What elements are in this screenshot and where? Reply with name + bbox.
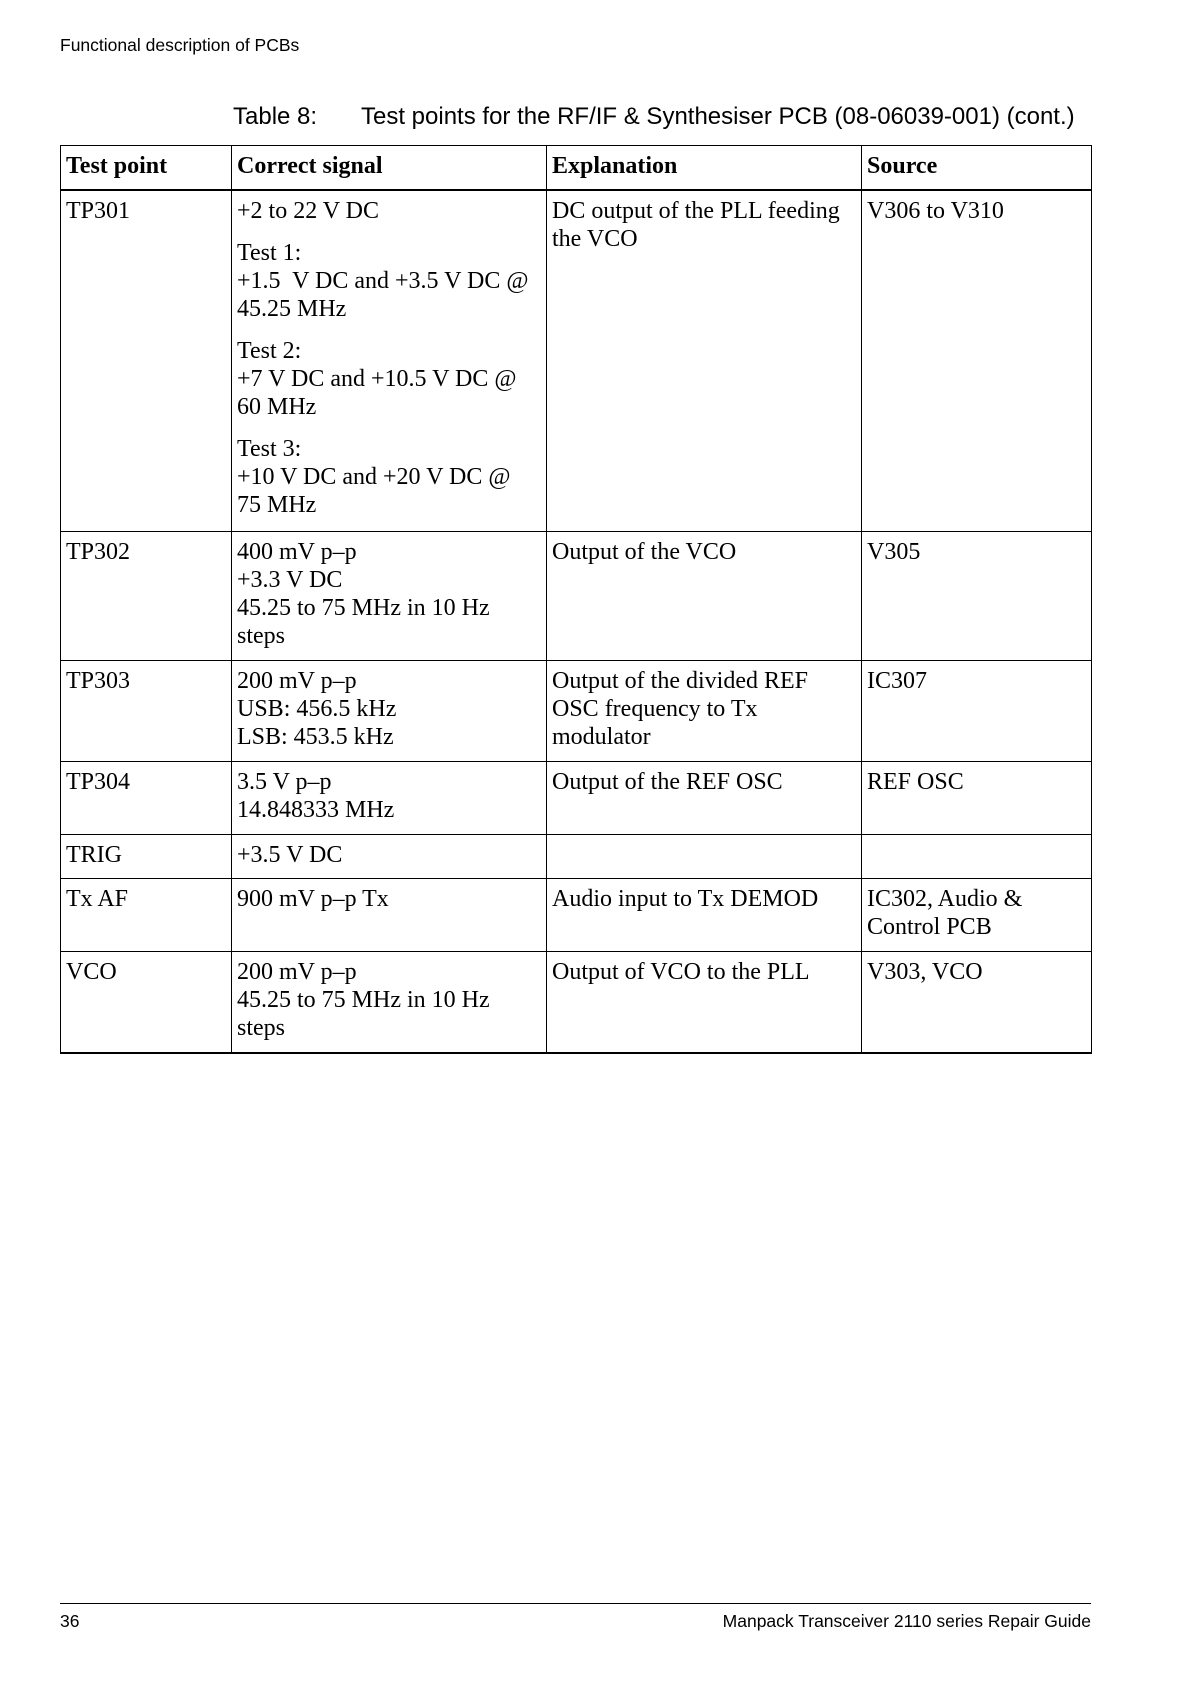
test-point-cell xyxy=(61,879,232,952)
cell-text-line: 75 MHz xyxy=(237,491,317,518)
source-cell xyxy=(862,879,1092,952)
cell-paragraph xyxy=(867,768,1086,796)
cell-text-line: modulator xyxy=(552,724,651,750)
page-number: 36 xyxy=(60,1611,80,1631)
cell-paragraph xyxy=(237,841,541,869)
cell-paragraph xyxy=(66,841,226,869)
cell-paragraph xyxy=(66,667,226,695)
table-body xyxy=(61,190,1092,1053)
cell-paragraph xyxy=(66,958,226,986)
cell-paragraph xyxy=(237,197,541,225)
explanation-cell xyxy=(547,762,862,835)
test-point-cell xyxy=(61,190,232,532)
table-caption-label: Table 8: xyxy=(233,103,318,130)
cell-paragraph xyxy=(66,768,226,796)
cell-paragraph xyxy=(552,885,856,913)
cell-text-line: Tx AF xyxy=(66,886,129,912)
cell-paragraph xyxy=(552,958,856,986)
table-row xyxy=(61,190,1092,532)
cell-text-line: +3.5 V DC xyxy=(237,842,343,868)
column-header-test-point: Test point xyxy=(61,146,232,190)
cell-text-line: 45.25 MHz xyxy=(237,295,347,322)
table-row xyxy=(61,532,1092,661)
correct-signal-cell xyxy=(232,190,547,532)
cell-paragraph xyxy=(237,768,541,824)
cell-text-line: OSC frequency to Tx xyxy=(552,696,758,722)
cell-text-line: REF OSC xyxy=(867,769,964,795)
cell-text-line: Test 2: xyxy=(237,337,302,364)
table-header xyxy=(61,146,1092,190)
table-row xyxy=(61,952,1092,1053)
test-point-cell xyxy=(61,661,232,762)
source-cell xyxy=(862,190,1092,532)
cell-text-line: TP303 xyxy=(66,668,131,694)
cell-text-line: Output of VCO to the PLL xyxy=(552,959,810,985)
cell-text-line: USB: 456.5 kHz xyxy=(237,696,397,722)
test-point-cell xyxy=(61,762,232,835)
cell-text-line: +3.3 V DC xyxy=(237,567,343,593)
cell-paragraph xyxy=(552,538,856,566)
table-row xyxy=(61,762,1092,835)
cell-paragraph xyxy=(867,197,1086,225)
cell-text-line: steps xyxy=(237,1015,285,1041)
cell-text-line: 45.25 to 75 MHz in 10 Hz xyxy=(237,987,490,1013)
cell-text-line: TP302 xyxy=(66,539,131,565)
cell-paragraph xyxy=(867,667,1086,695)
explanation-cell xyxy=(547,190,862,532)
source-cell xyxy=(862,835,1092,879)
column-header-explanation: Explanation xyxy=(547,146,862,190)
explanation-cell xyxy=(547,532,862,661)
table-row xyxy=(61,879,1092,952)
correct-signal-cell xyxy=(232,879,547,952)
source-cell xyxy=(862,762,1092,835)
cell-text-line: Output of the REF OSC xyxy=(552,769,783,795)
correct-signal-cell xyxy=(232,661,547,762)
cell-paragraph xyxy=(552,197,856,253)
source-cell xyxy=(862,532,1092,661)
correct-signal-cell xyxy=(232,952,547,1053)
running-head: Functional description of PCBs xyxy=(60,35,300,55)
explanation-cell xyxy=(547,661,862,762)
cell-paragraph xyxy=(237,958,541,1042)
table-caption-title: Test points for the RF/IF & Synthesiser PCB (08-06039-001) (cont.) xyxy=(361,103,1075,130)
cell-text-line: 14.848333 MHz xyxy=(237,797,395,823)
cell-text-line: 3.5 V p–p xyxy=(237,769,332,795)
cell-paragraph xyxy=(237,435,541,519)
cell-text-line: V303, VCO xyxy=(867,959,983,985)
cell-paragraph xyxy=(867,885,1086,941)
cell-text-line: the VCO xyxy=(552,225,638,252)
cell-text-line: TP304 xyxy=(66,769,131,795)
column-header-correct-signal: Correct signal xyxy=(232,146,547,190)
cell-text-line: LSB: 453.5 kHz xyxy=(237,724,394,750)
cell-paragraph xyxy=(867,958,1086,986)
cell-paragraph xyxy=(237,667,541,751)
explanation-cell xyxy=(547,835,862,879)
footer-document-title: Manpack Transceiver 2110 series Repair Guide xyxy=(722,1611,1091,1631)
table-row xyxy=(61,661,1092,762)
correct-signal-cell xyxy=(232,532,547,661)
cell-paragraph xyxy=(552,768,856,796)
explanation-cell xyxy=(547,879,862,952)
correct-signal-cell xyxy=(232,835,547,879)
cell-text-line: +7 V DC and +10.5 V DC @ xyxy=(237,365,517,392)
cell-paragraph xyxy=(237,538,541,650)
cell-text-line: TRIG xyxy=(66,842,122,868)
cell-text-line: 900 mV p–p Tx xyxy=(237,886,389,912)
cell-paragraph xyxy=(66,197,226,225)
cell-paragraph xyxy=(66,885,226,913)
cell-text-line: Output of the VCO xyxy=(552,539,737,565)
test-point-cell xyxy=(61,952,232,1053)
cell-text-line: 400 mV p–p xyxy=(237,539,357,565)
footer-rule xyxy=(60,1603,1091,1604)
column-header-source: Source xyxy=(862,146,1092,190)
explanation-cell xyxy=(547,952,862,1053)
cell-text-line: DC output of the PLL feeding xyxy=(552,197,840,224)
test-point-cell xyxy=(61,532,232,661)
cell-paragraph xyxy=(552,667,856,751)
table-header-row xyxy=(61,146,1092,190)
test-points-table xyxy=(60,145,1092,1054)
table-row xyxy=(61,835,1092,879)
cell-text-line: Audio input to Tx DEMOD xyxy=(552,886,819,912)
cell-text-line: VCO xyxy=(66,959,117,985)
test-point-cell xyxy=(61,835,232,879)
cell-text-line: Output of the divided REF xyxy=(552,668,808,694)
cell-paragraph xyxy=(237,885,541,913)
cell-text-line: 200 mV p–p xyxy=(237,668,357,694)
source-cell xyxy=(862,661,1092,762)
cell-text-line: Test 3: xyxy=(237,435,302,462)
cell-paragraph xyxy=(237,239,541,323)
cell-paragraph xyxy=(867,538,1086,566)
table-caption xyxy=(233,105,1075,129)
cell-text-line: +1.5 V DC and +3.5 V DC @ xyxy=(237,267,529,294)
cell-paragraph xyxy=(237,337,541,421)
cell-text-line: IC307 xyxy=(867,668,927,694)
cell-paragraph xyxy=(66,538,226,566)
cell-text-line: Control PCB xyxy=(867,914,992,940)
cell-text-line: Test 1: xyxy=(237,239,302,266)
cell-text-line: 60 MHz xyxy=(237,393,317,420)
cell-text-line: steps xyxy=(237,623,285,649)
cell-text-line: +2 to 22 V DC xyxy=(237,197,380,224)
cell-text-line: V306 to V310 xyxy=(867,197,1004,224)
cell-text-line: 45.25 to 75 MHz in 10 Hz xyxy=(237,595,490,621)
cell-text-line: IC302, Audio & xyxy=(867,886,1023,912)
cell-text-line: V305 xyxy=(867,539,921,565)
cell-text-line: 200 mV p–p xyxy=(237,959,357,985)
source-cell xyxy=(862,952,1092,1053)
cell-text-line: TP301 xyxy=(66,197,131,224)
correct-signal-cell xyxy=(232,762,547,835)
cell-text-line: +10 V DC and +20 V DC @ xyxy=(237,463,511,490)
